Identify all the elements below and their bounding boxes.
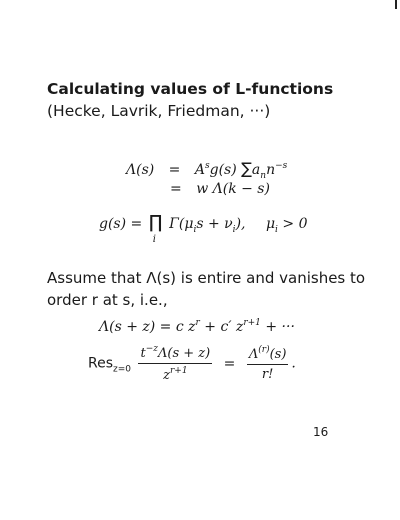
- eq1-equals: =: [168, 162, 181, 178]
- equation-5: [88, 344, 296, 383]
- eq5-res: Res: [88, 355, 114, 372]
- eq3-condition-b: > 0: [277, 216, 308, 232]
- edge-mark: [395, 0, 397, 9]
- eq3-rhs-sub2: i: [232, 225, 236, 235]
- eq3-rhs-b: s + ν: [196, 216, 233, 232]
- equation-3: [99, 212, 308, 245]
- equation-2: [170, 181, 270, 197]
- eq1-rhs-sup2: −s: [275, 161, 288, 171]
- eq5-num1-sup: −z: [145, 344, 158, 354]
- eq4-lhs: Λ(s + z) = c z: [99, 319, 196, 335]
- eq3-condition: μ: [265, 216, 276, 232]
- eq1-rhs-sup: s: [204, 161, 210, 171]
- eq3-rhs-sub1: i: [193, 225, 197, 235]
- eq3-rhs: Γ(μ: [169, 216, 194, 232]
- page-title: [47, 78, 377, 122]
- eq3-condition-sub: i: [275, 225, 278, 235]
- eq5-num1-b: Λ(s + z): [158, 346, 211, 361]
- eq3-rhs-c: ),: [235, 216, 246, 232]
- eq5-end: .: [291, 355, 296, 372]
- eq1-rhs-c: a: [251, 162, 261, 178]
- eq5-num1: t: [140, 346, 146, 361]
- eq1-rhs-d: n: [266, 162, 276, 178]
- eq5-equals: =: [223, 355, 236, 372]
- eq1-rhs-sub: n: [260, 171, 267, 181]
- eq1-sum-symbol: ∑: [241, 159, 252, 178]
- eq5-den2: r!: [261, 367, 274, 382]
- eq5-fraction-2: [247, 345, 289, 382]
- eq3-lhs: g(s) =: [99, 216, 143, 232]
- page-number: 16: [313, 425, 329, 439]
- eq2-rhs: w Λ(k − s): [196, 181, 270, 197]
- eq5-num2-b: (s): [269, 347, 287, 362]
- eq2-equals: =: [170, 181, 182, 197]
- eq3-product-index: i: [152, 234, 156, 245]
- eq5-res-sub: z=0: [113, 364, 132, 375]
- paragraph: Assume that Λ(s) is entire and vanishes to order r at s, i.e.,: [47, 269, 366, 309]
- eq4-mid: + c′ z: [199, 319, 244, 335]
- eq1-rhs-a: A: [194, 162, 205, 178]
- eq5-num2: Λ: [248, 347, 259, 362]
- equation-4: [99, 318, 295, 335]
- eq1-lhs: Λ(s): [126, 162, 155, 178]
- equation-1: [126, 159, 287, 181]
- eq5-den1-sup: r+1: [169, 366, 188, 376]
- eq5-num2-sup: (r): [258, 345, 270, 355]
- eq4-sup2: r+1: [243, 318, 261, 328]
- eq5-den1: z: [163, 368, 170, 383]
- eq3-product-symbol: ∏: [148, 212, 163, 233]
- eq1-rhs-b: g(s): [209, 162, 237, 178]
- eq5-fraction-1: [138, 344, 212, 383]
- title-bold: Calculating values of L-functions: [47, 80, 334, 98]
- eq4-end: + ···: [260, 319, 295, 335]
- eq4-sup1: r: [195, 318, 200, 328]
- title-rest: (Hecke, Lavrik, Friedman, ···): [47, 102, 271, 120]
